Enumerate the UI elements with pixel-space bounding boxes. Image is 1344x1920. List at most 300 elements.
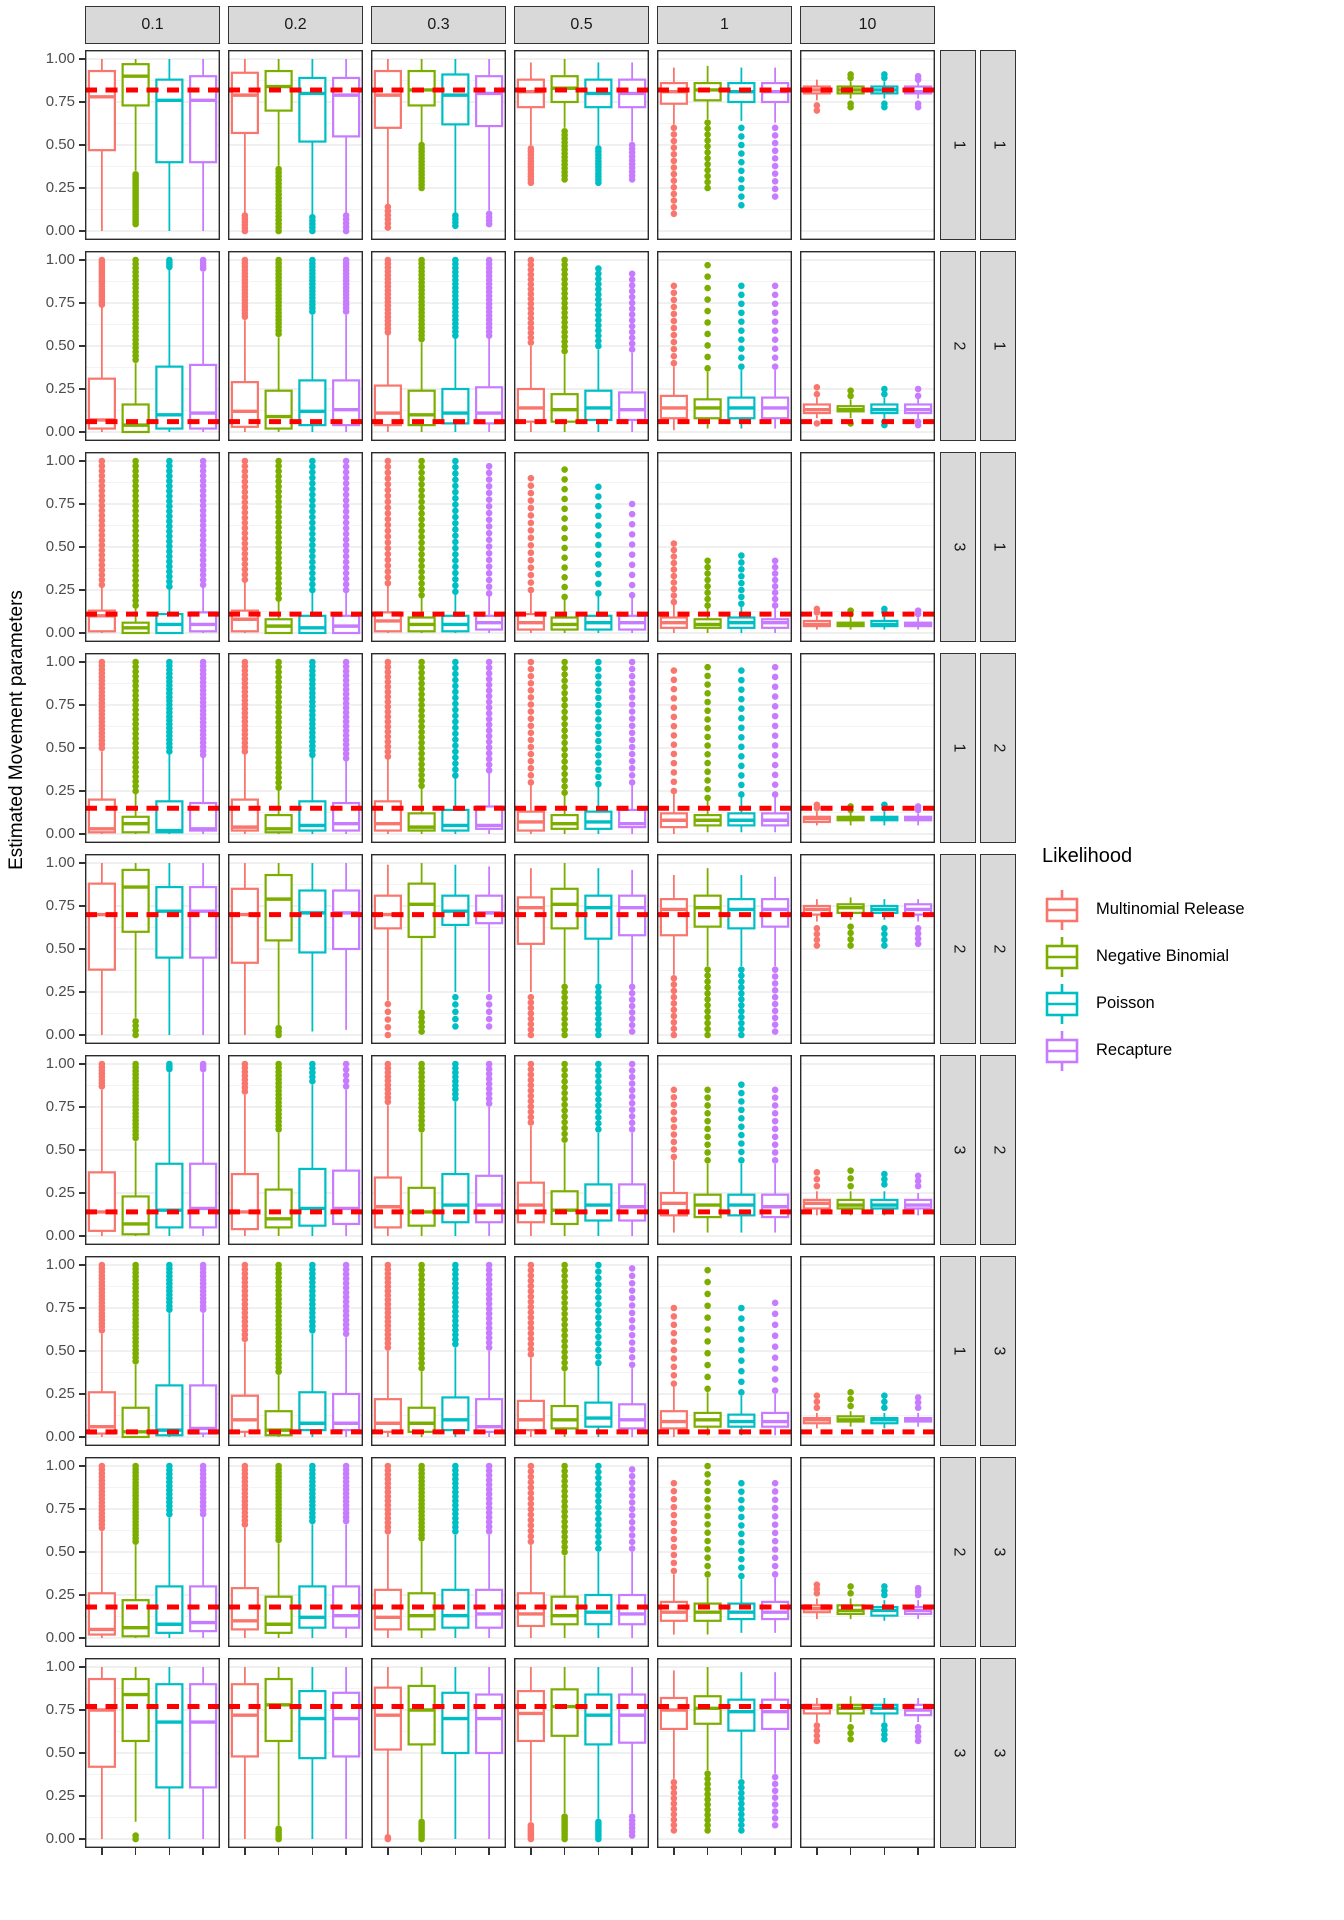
box-iqr (518, 1593, 544, 1626)
panel-canvas (514, 1256, 649, 1446)
outlier-dot (881, 1171, 888, 1178)
outlier-dot (242, 212, 249, 219)
outlier-dot (629, 1087, 636, 1094)
outlier-dot (671, 1032, 678, 1039)
outlier-dot (561, 665, 568, 672)
outlier-dot (561, 594, 568, 601)
outlier-dot (671, 1347, 678, 1354)
outlier-dot (671, 769, 678, 776)
facet-panel (85, 452, 220, 642)
outlier-dot (595, 551, 602, 558)
outlier-dot (595, 561, 602, 568)
outlier-dot (200, 1061, 207, 1068)
outlier-dot (738, 1514, 745, 1521)
panel-canvas (514, 452, 649, 642)
outlier-dot (738, 159, 745, 166)
outlier-dot (561, 984, 568, 991)
outlier-dot (772, 762, 779, 769)
outlier-dot (595, 984, 602, 991)
outlier-dot (629, 501, 636, 508)
outlier-dot (418, 659, 425, 666)
outlier-dot (242, 1262, 249, 1269)
outlier-dot (528, 1262, 535, 1269)
outlier-dot (385, 522, 392, 529)
facet-panel (228, 1055, 363, 1245)
outlier-dot (772, 1141, 779, 1148)
outlier-dot (343, 1262, 350, 1269)
x-tick-mark (816, 1848, 818, 1855)
outlier-dot (671, 1094, 678, 1101)
outlier-dot (671, 1568, 678, 1575)
outlier-dot (772, 1126, 779, 1133)
outlier-dot (671, 144, 678, 151)
outlier-dot (595, 1819, 602, 1826)
outlier-dot (385, 1834, 392, 1841)
box-iqr (299, 891, 325, 953)
outlier-dot (486, 1262, 493, 1269)
x-tick-mark (673, 1848, 675, 1855)
outlier-dot (528, 779, 535, 786)
outlier-dot (528, 751, 535, 758)
outlier-dot (738, 1378, 745, 1385)
outlier-dot (629, 1324, 636, 1331)
outlier-dot (814, 1169, 821, 1176)
outlier-dot (452, 501, 459, 508)
outlier-dot (200, 1262, 207, 1269)
outlier-dot (772, 577, 779, 584)
outlier-dot (486, 476, 493, 483)
box-iqr (442, 1174, 468, 1222)
facet-panel (371, 251, 506, 441)
outlier-dot (629, 305, 636, 312)
outlier-dot (738, 1123, 745, 1130)
panel-canvas (800, 1658, 935, 1848)
outlier-dot (132, 458, 139, 465)
outlier-dot (772, 570, 779, 577)
outlier-dot (629, 1499, 636, 1506)
panel-canvas (800, 50, 935, 240)
outlier-dot (847, 1724, 854, 1731)
outlier-dot (671, 1154, 678, 1161)
outlier-dot (915, 925, 922, 932)
panel-canvas (657, 1055, 792, 1245)
outlier-dot (132, 1018, 139, 1025)
outlier-dot (704, 1374, 711, 1381)
box-iqr (266, 875, 292, 940)
outlier-dot (772, 791, 779, 798)
outlier-dot (704, 751, 711, 758)
outlier-dot (99, 1463, 106, 1470)
outlier-dot (561, 659, 568, 666)
outlier-dot (772, 683, 779, 690)
outlier-dot (561, 671, 568, 678)
outlier-dot (772, 1300, 779, 1307)
y-tick-label: 1.00 (45, 251, 75, 268)
panel-canvas (657, 452, 792, 642)
outlier-dot (486, 483, 493, 490)
outlier-dot (738, 966, 745, 973)
outlier-dot (704, 1118, 711, 1125)
outlier-dot (595, 1334, 602, 1341)
outlier-dot (486, 590, 493, 597)
outlier-dot (772, 742, 779, 749)
x-tick-mark (850, 1848, 852, 1855)
outlier-dot (452, 520, 459, 527)
outlier-dot (629, 1126, 636, 1133)
outlier-dot (772, 1149, 779, 1156)
facet-panel (371, 1256, 506, 1446)
outlier-dot (671, 1116, 678, 1123)
outlier-dot (772, 1781, 779, 1788)
outlier-dot (486, 756, 493, 763)
y-tick-label: 0.75 (45, 495, 75, 512)
outlier-dot (528, 744, 535, 751)
y-axis-title (4, 0, 30, 1460)
outlier-dot (671, 346, 678, 353)
box-iqr (156, 1164, 182, 1228)
outlier-dot (704, 1546, 711, 1553)
outlier-dot (528, 257, 535, 264)
facet-panel (800, 251, 935, 441)
outlier-dot (881, 1722, 888, 1729)
outlier-dot (738, 1531, 745, 1538)
box-iqr (552, 1689, 578, 1735)
outlier-dot (385, 562, 392, 569)
outlier-dot (275, 166, 282, 173)
box-iqr (585, 1695, 611, 1745)
outlier-dot (132, 257, 139, 264)
outlier-dot (418, 504, 425, 511)
outlier-dot (561, 545, 568, 552)
outlier-dot (915, 100, 922, 107)
outlier-dot (772, 1815, 779, 1822)
outlier-dot (704, 699, 711, 706)
outlier-dot (343, 1061, 350, 1068)
outlier-dot (166, 1061, 173, 1068)
outlier-dot (452, 1061, 459, 1068)
outlier-dot (486, 583, 493, 590)
outlier-dot (528, 512, 535, 519)
outlier-dot (486, 767, 493, 774)
outlier-dot (561, 1090, 568, 1097)
facet-panel (657, 251, 792, 441)
legend (1042, 845, 1245, 1074)
outlier-dot (418, 464, 425, 471)
outlier-dot (738, 363, 745, 370)
outlier-dot (132, 1262, 139, 1269)
box-iqr (619, 1595, 645, 1624)
outlier-dot (629, 1106, 636, 1113)
outlier-dot (671, 586, 678, 593)
box-iqr (333, 616, 359, 633)
outlier-dot (738, 1488, 745, 1495)
outlier-dot (561, 733, 568, 740)
row-facet-strip-outer (980, 452, 1016, 642)
outlier-dot (704, 725, 711, 732)
outlier-dot (486, 739, 493, 746)
outlier-dot (385, 1032, 392, 1039)
outlier-dot (671, 1025, 678, 1032)
legend-key-boxplot-icon (1042, 982, 1082, 1026)
outlier-dot (704, 1302, 711, 1309)
facet-panel (228, 50, 363, 240)
outlier-dot (561, 525, 568, 532)
outlier-dot (738, 1090, 745, 1097)
outlier-dot (847, 1167, 854, 1174)
outlier-dot (629, 1113, 636, 1120)
row-facet-label: 1 (990, 542, 1007, 552)
outlier-dot (486, 557, 493, 564)
box-iqr (585, 1403, 611, 1427)
outlier-dot (704, 319, 711, 326)
outlier-dot (99, 1061, 106, 1068)
y-tick-label: 0.00 (45, 423, 75, 440)
outlier-dot (595, 1486, 602, 1493)
box-iqr (299, 380, 325, 425)
outlier-dot (772, 1321, 779, 1328)
box-iqr (476, 76, 502, 126)
outlier-dot (486, 496, 493, 503)
outlier-dot (629, 541, 636, 548)
outlier-dot (671, 560, 678, 567)
outlier-dot (629, 1539, 636, 1546)
x-tick-mark (244, 1848, 246, 1855)
outlier-dot (528, 572, 535, 579)
row-facet-strip-outer (980, 1256, 1016, 1446)
outlier-dot (528, 587, 535, 594)
outlier-dot (418, 539, 425, 546)
outlier-dot (704, 1291, 711, 1298)
outlier-dot (595, 752, 602, 759)
y-tick-label: 0.00 (45, 1026, 75, 1043)
outlier-dot (704, 1338, 711, 1345)
outlier-dot (738, 185, 745, 192)
outlier-dot (385, 574, 392, 581)
outlier-dot (772, 291, 779, 298)
outlier-dot (486, 490, 493, 497)
outlier-dot (772, 973, 779, 980)
outlier-dot (704, 972, 711, 979)
box-iqr (409, 884, 435, 937)
outlier-dot (595, 774, 602, 781)
row-facet-strip-outer (980, 1658, 1016, 1848)
outlier-dot (385, 469, 392, 476)
outlier-dot (418, 1061, 425, 1068)
outlier-dot (772, 1354, 779, 1361)
outlier-dot (814, 1404, 821, 1411)
outlier-dot (915, 393, 922, 400)
outlier-dot (595, 1262, 602, 1269)
outlier-dot (561, 740, 568, 747)
outlier-dot (738, 1032, 745, 1039)
outlier-dot (738, 1564, 745, 1571)
outlier-dot (738, 1008, 745, 1015)
facet-panel (657, 1457, 792, 1647)
outlier-dot (772, 1387, 779, 1394)
outlier-dot (772, 1110, 779, 1117)
outlier-dot (629, 1003, 636, 1010)
outlier-dot (704, 1032, 711, 1039)
outlier-dot (132, 1463, 139, 1470)
box-iqr (585, 1184, 611, 1220)
panel-canvas (514, 1055, 649, 1245)
box-iqr (375, 1688, 401, 1750)
facet-panel (85, 854, 220, 1044)
outlier-dot (629, 531, 636, 538)
box-iqr (333, 1693, 359, 1757)
outlier-dot (528, 994, 535, 1001)
box-iqr (333, 1171, 359, 1224)
outlier-dot (418, 563, 425, 570)
outlier-dot (671, 1544, 678, 1551)
outlier-dot (561, 1101, 568, 1108)
y-tick-label: 0.75 (45, 294, 75, 311)
box-iqr (518, 897, 544, 943)
panel-canvas (228, 1256, 363, 1446)
outlier-dot (629, 990, 636, 997)
outlier-dot (561, 1136, 568, 1143)
outlier-dot (595, 1504, 602, 1511)
outlier-dot (528, 673, 535, 680)
facet-panel (657, 50, 792, 240)
box-iqr (123, 870, 149, 932)
panel-canvas (800, 1457, 935, 1647)
facet-panel (514, 854, 649, 1044)
outlier-dot (486, 543, 493, 550)
panel-canvas (85, 452, 220, 642)
outlier-dot (704, 1554, 711, 1561)
outlier-dot (385, 545, 392, 552)
outlier-dot (452, 671, 459, 678)
outlier-dot (486, 470, 493, 477)
outlier-dot (704, 155, 711, 162)
outlier-dot (486, 704, 493, 711)
outlier-dot (385, 1463, 392, 1470)
outlier-dot (595, 1294, 602, 1301)
outlier-dot (671, 778, 678, 785)
outlier-dot (418, 475, 425, 482)
outlier-dot (671, 540, 678, 547)
outlier-dot (486, 503, 493, 510)
outlier-dot (595, 1480, 602, 1487)
outlier-dot (772, 336, 779, 343)
box-iqr (518, 80, 544, 108)
box-iqr (409, 1593, 435, 1629)
box-iqr (585, 1595, 611, 1624)
outlier-dot (772, 1376, 779, 1383)
outlier-dot (671, 566, 678, 573)
outlier-dot (343, 212, 350, 219)
panel-canvas (85, 251, 220, 441)
box-iqr (266, 1190, 292, 1228)
outlier-dot (418, 522, 425, 529)
outlier-dot (595, 1126, 602, 1133)
outlier-dot (738, 978, 745, 985)
outlier-dot (671, 1305, 678, 1312)
outlier-dot (738, 552, 745, 559)
outlier-dot (452, 718, 459, 725)
row-facet-strip-outer (980, 653, 1016, 843)
outlier-dot (772, 132, 779, 139)
box-iqr (695, 1696, 721, 1724)
facet-panel (657, 854, 792, 1044)
outlier-dot (704, 1488, 711, 1495)
panel-canvas (514, 653, 649, 843)
outlier-dot (561, 1463, 568, 1470)
outlier-dot (595, 709, 602, 716)
row-facet-label: 1 (990, 341, 1007, 351)
outlier-dot (704, 1014, 711, 1021)
outlier-dot (595, 781, 602, 788)
outlier-dot (200, 1463, 207, 1470)
outlier-dot (486, 1023, 493, 1030)
outlier-dot (881, 606, 888, 613)
legend-key-boxplot-icon (1042, 1029, 1082, 1073)
outlier-dot (385, 464, 392, 471)
outlier-dot (847, 100, 854, 107)
outlier-dot (704, 331, 711, 338)
outlier-dot (738, 587, 745, 594)
outlier-dot (671, 1131, 678, 1138)
outlier-dot (385, 557, 392, 564)
outlier-dot (772, 309, 779, 316)
outlier-dot (704, 760, 711, 767)
box-iqr (375, 71, 401, 128)
outlier-dot (814, 1398, 821, 1405)
panel-canvas (371, 1055, 506, 1245)
outlier-dot (772, 1102, 779, 1109)
x-tick-mark (278, 1848, 280, 1855)
x-tick-mark (135, 1848, 137, 1855)
outlier-dot (275, 257, 282, 264)
outlier-dot (671, 573, 678, 580)
outlier-dot (452, 526, 459, 533)
outlier-dot (452, 659, 459, 666)
outlier-dot (452, 588, 459, 595)
facet-panel (85, 251, 220, 441)
outlier-dot (309, 1463, 316, 1470)
outlier-dot (418, 528, 425, 535)
outlier-dot (452, 772, 459, 779)
outlier-dot (738, 1115, 745, 1122)
outlier-dot (671, 1124, 678, 1131)
outlier-dot (814, 391, 821, 398)
outlier-dot (704, 179, 711, 186)
outlier-dot (595, 731, 602, 738)
outlier-dot (595, 1084, 602, 1091)
outlier-dot (561, 515, 568, 522)
outlier-dot (595, 1288, 602, 1295)
outlier-dot (166, 257, 173, 264)
outlier-dot (343, 257, 350, 264)
outlier-dot (671, 686, 678, 693)
outlier-dot (561, 1067, 568, 1074)
outlier-dot (671, 1380, 678, 1387)
outlier-dot (629, 592, 636, 599)
outlier-dot (595, 503, 602, 510)
outlier-dot (452, 476, 459, 483)
outlier-dot (452, 564, 459, 571)
outlier-dot (671, 339, 678, 346)
outlier-dot (772, 1480, 779, 1487)
outlier-dot (772, 354, 779, 361)
outlier-dot (452, 724, 459, 731)
outlier-dot (738, 1368, 745, 1375)
outlier-dot (561, 677, 568, 684)
outlier-dot (595, 695, 602, 702)
outlier-dot (629, 694, 636, 701)
outlier-dot (452, 748, 459, 755)
